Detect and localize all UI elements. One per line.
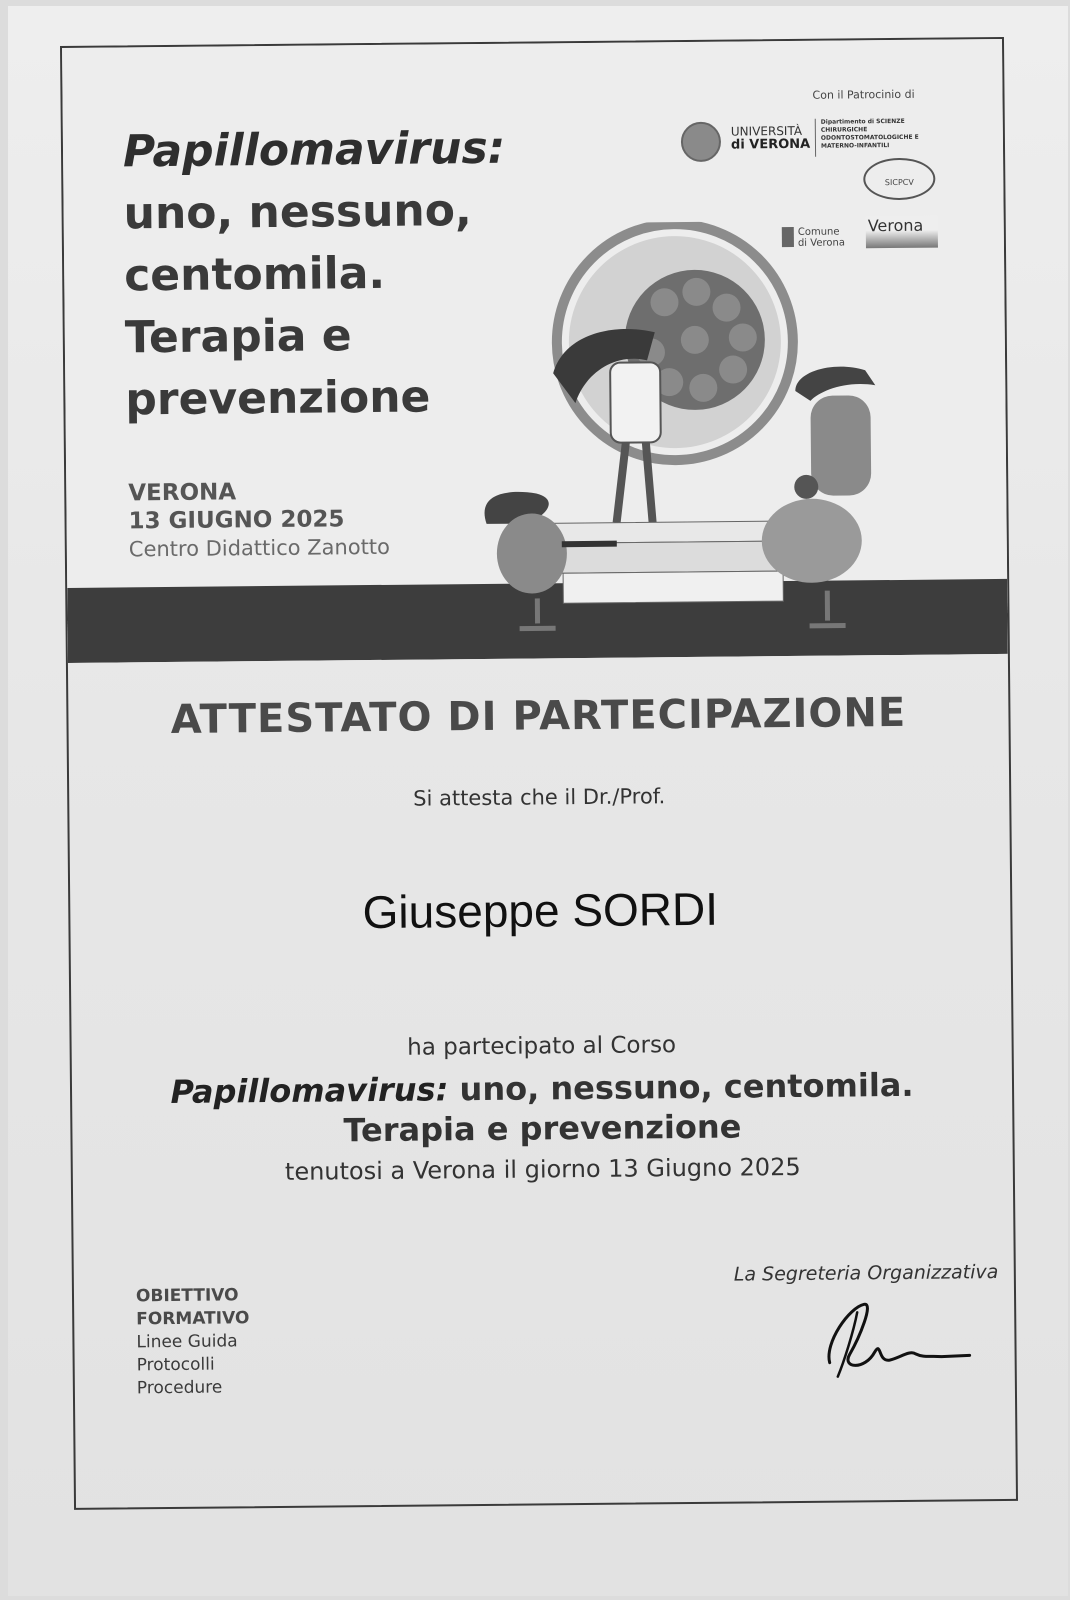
laptop-icon — [562, 541, 617, 548]
book-top-icon — [547, 521, 787, 543]
held-on-text: tenutosi a Verona il giorno 13 Giugno 2025 — [284, 1152, 801, 1186]
event-date: 13 GIUGNO 2025 — [128, 506, 345, 535]
training-objective — [136, 1284, 250, 1400]
event-title-line-4: Terapia e — [124, 310, 352, 364]
event-title-line-2: uno, nessuno, — [123, 185, 472, 240]
illustration-people-virus — [464, 219, 1008, 644]
certificate-intro: Si attesta che il Dr./Prof. — [413, 784, 666, 811]
signatory-label: La Segreteria Organizzativa — [733, 1261, 999, 1286]
objective-item: Linee Guida — [136, 1331, 238, 1353]
recipient-name: Giuseppe SORDI — [362, 882, 719, 939]
university-name-line1: UNIVERSITÀ — [730, 123, 803, 139]
society-logo — [863, 158, 935, 201]
municipality-line1: Comune — [797, 226, 840, 238]
certificate-heading: ATTESTATO DI PARTECIPAZIONE — [170, 689, 907, 743]
participation-text: ha partecipato al Corso — [407, 1032, 677, 1061]
event-title-line-3: centomila. — [123, 247, 386, 302]
objective-heading-1: OBIETTIVO — [135, 1285, 239, 1307]
seated-man-head-icon — [794, 475, 818, 499]
verona-city-logo-text: Verona — [867, 215, 924, 236]
objective-heading-2: FORMATIVO — [136, 1308, 250, 1330]
objective-item: Protocolli — [136, 1354, 215, 1376]
university-seal-icon — [681, 122, 721, 162]
chair-left-icon — [519, 598, 555, 628]
department-name: Dipartimento di SCIENZE CHIRURGICHE ODONTOSTOMATOLOGICHE E MATERNO-INFANTILI — [820, 117, 919, 150]
university-name-line2: di VERONA — [730, 136, 811, 153]
paper-sheet — [8, 6, 1068, 1596]
handwritten-signature — [819, 1291, 980, 1383]
event-title-line-5: prevenzione — [125, 371, 431, 426]
event-venue: Centro Didattico Zanotto — [128, 534, 391, 562]
patronage-label: Con il Patrocinio di — [812, 87, 915, 102]
event-city: VERONA — [128, 479, 237, 507]
course-title-italic: Papillomavirus: — [170, 1070, 449, 1111]
standing-person-body-icon — [810, 395, 871, 496]
chair-right-icon — [809, 590, 845, 625]
logo-divider — [815, 119, 816, 157]
event-banner — [62, 39, 1008, 663]
woman-coat-icon — [610, 362, 661, 442]
course-title-rest: uno, nessuno, centomila. — [459, 1065, 914, 1109]
book-bottom-icon — [563, 571, 783, 603]
event-info — [128, 477, 390, 564]
society-logo-text: SICPCV — [884, 177, 914, 188]
objective-item: Procedure — [136, 1377, 223, 1399]
course-title-line2: Terapia e prevenzione — [343, 1107, 742, 1150]
course-title — [72, 1064, 1013, 1153]
certificate-frame — [60, 37, 1018, 1510]
seated-man-body-icon — [761, 498, 862, 583]
municipality-line2: di Verona — [797, 237, 845, 249]
event-title-line-1: Papillomavirus: — [122, 122, 506, 178]
